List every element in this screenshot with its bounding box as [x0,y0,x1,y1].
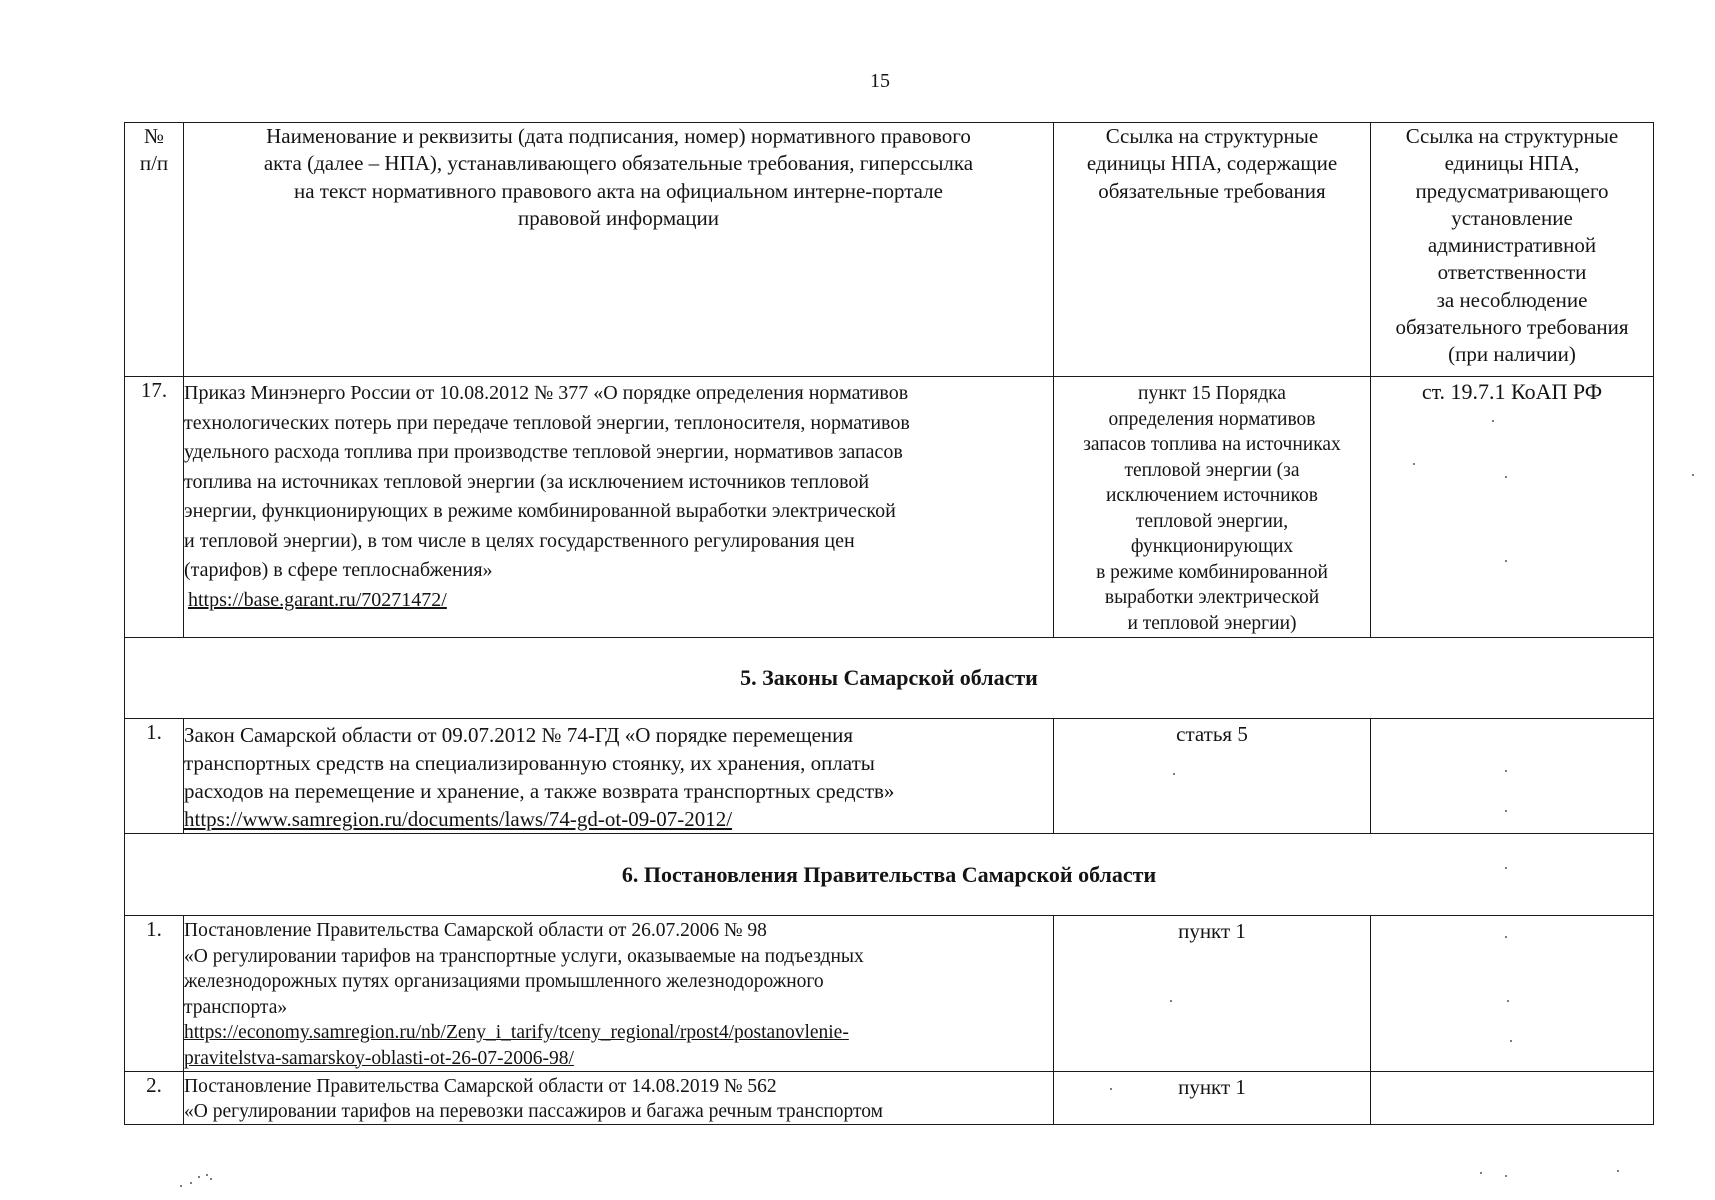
liability-cell [1371,719,1654,834]
npa-text-line: «О регулировании тарифов на перевозки пассажиров и багажа речным транспортом [184,1101,884,1122]
scan-speck [1170,1000,1172,1002]
table-row [125,377,1654,638]
scan-speck [1413,463,1415,465]
scan-speck [1480,1172,1482,1174]
structural-units-cell: пункт 1 [1054,916,1371,1072]
row-number: 1. [125,916,184,1072]
scan-speck [1505,770,1507,772]
header-liability-column [1371,123,1654,377]
npa-hyperlink[interactable]: https://www.samregion.ru/documents/laws/74-gd-ot-09-07-2012/ [184,807,733,831]
scan-speck [1505,867,1507,869]
structural-units-cell: пункт 1 [1054,1072,1371,1125]
table-row [125,719,1654,834]
scan-speck [210,1178,212,1180]
reference-text-line: исключением источников [1105,485,1319,506]
header-text-line: Ссылка на структурные [1105,124,1319,148]
npa-name-cell [184,377,1054,638]
npa-text-line: железнодорожных путях организациями промышленного железнодорожного [184,971,824,992]
npa-text-line: технологических потерь при передаче тепловой энергии, теплоносителя, нормативов [184,411,910,434]
npa-text-line: Постановление Правительства Самарской области от 26.07.2006 № 98 [184,920,767,941]
npa-text-line: транспортных средств на специализированную стоянку, их хранения, оплаты [184,751,875,775]
table-row [125,916,1654,1072]
header-text-line: акта (далее – НПА), устанавливающего обязательные требования, гиперссылка [263,151,974,176]
section-heading-row [125,638,1654,719]
page-number: 15 [870,70,890,92]
header-text-line: предусматривающего [1415,178,1609,203]
scan-speck [1110,1088,1112,1090]
npa-text-line: расходов на перемещение и хранение, а также возврата транспортных средств» [184,779,895,803]
section-title: 6. Постановления Правительства Самарской области [125,834,1654,916]
section-heading-row [125,834,1654,916]
header-structural-units-column [1054,123,1371,377]
header-npa-name-column [184,123,1054,377]
header-text-line: Наименование и реквизиты (дата подписания, номер) нормативного правового [266,124,971,148]
header-number-column [125,123,184,377]
npa-text-line: удельного расхода топлива при производстве тепловой энергии, нормативов запасов [184,441,903,463]
header-text-line: за несоблюдение [1436,287,1588,312]
scan-speck [198,1176,200,1178]
header-text-line: Ссылка на структурные [1405,124,1619,148]
npa-text-line: Постановление Правительства Самарской области от 14.08.2019 № 562 [184,1076,777,1097]
row-number: 17. [125,377,184,638]
reference-text-line: в режиме комбинированной [1096,561,1328,583]
reference-text-line: функционирующих [1130,536,1294,557]
scan-speck [190,1182,192,1184]
row-number: 1. [125,719,184,834]
reference-text-line: запасов топлива на источниках [1083,434,1341,455]
header-text-line: (при наличии) [1448,342,1576,367]
table-row [125,1072,1654,1125]
header-text-line: п/п [139,151,169,176]
header-text-line: административной [1427,233,1597,258]
liability-cell: ст. 19.7.1 КоАП РФ [1371,377,1654,638]
reference-text-line: определения нормативов [1108,408,1316,430]
header-text-line: обязательного требования [1395,315,1629,340]
scan-speck [206,1174,208,1176]
scan-speck [1505,810,1507,812]
reference-text-line: тепловой энергии, [1135,510,1289,532]
npa-text-line: топлива на источниках тепловой энергии (за исключением источников тепловой [184,470,870,493]
header-text-line: ответственности [1437,260,1587,285]
header-text-line: установление [1451,205,1573,230]
reference-text-line: и тепловой энергии) [1127,612,1297,634]
scan-speck [1173,773,1175,775]
npa-hyperlink[interactable]: pravitelstva-samarskoy-oblasti-ot-26-07-2006-98/ [184,1047,574,1069]
npa-name-cell [184,1072,1054,1125]
npa-name-cell [184,916,1054,1072]
liability-cell [1371,1072,1654,1125]
npa-text-line: Приказ Минэнерго России от 10.08.2012 № 377 «О порядке определения нормативов [184,382,909,404]
requirements-table [124,122,1654,1125]
npa-hyperlink[interactable]: https://economy.samregion.ru/nb/Zeny_i_tarify/tceny_regional/rpost4/postanovlenie- [184,1022,849,1043]
scan-speck [1507,1000,1509,1002]
scan-speck [1505,476,1507,478]
npa-text-line: (тарифов) в сфере теплоснабжения» [184,559,493,581]
scan-speck [1505,560,1507,562]
npa-hyperlink[interactable]: https://base.garant.ru/70271472/ [188,588,447,611]
section-title: 5. Законы Самарской области [125,638,1654,719]
structural-units-cell: статья 5 [1054,719,1371,834]
scan-speck [1510,1040,1512,1042]
scan-speck [1617,1170,1619,1172]
header-text-line: единицы НПА, содержащие [1086,151,1338,176]
scan-speck [1505,936,1507,938]
scan-speck [1692,474,1694,476]
header-text-line: обязательные требования [1098,178,1326,203]
npa-text-line: «О регулировании тарифов на транспортные услуги, оказываемые на подъездных [184,945,864,967]
row-number: 2. [125,1072,184,1125]
scan-speck [1492,420,1494,422]
reference-text-line: выработки электрической [1104,587,1320,608]
table-header-row [125,123,1654,377]
npa-text-line: Закон Самарской области от 09.07.2012 № 74-ГД «О порядке перемещения [184,723,854,747]
structural-units-cell [1054,377,1371,638]
reference-text-line: пункт 15 Порядка [1138,383,1286,404]
npa-text-line: энергии, функционирующих в режиме комбинированной выработки электрической [184,500,896,522]
header-text-line: № [143,124,165,148]
npa-text-line: и тепловой энергии), в том числе в целях государственного регулирования цен [184,529,855,552]
header-text-line: правовой информации [517,205,720,230]
scan-speck [1505,1175,1507,1177]
header-text-line: на текст нормативного правового акта на официальном интерне-портале [294,178,943,203]
scan-speck [180,1185,182,1187]
header-text-line: единицы НПА, [1444,151,1580,176]
liability-cell [1371,916,1654,1072]
reference-text-line: тепловой энергии (за [1124,459,1300,481]
npa-text-line: транспорта» [184,996,288,1018]
npa-name-cell [184,719,1054,834]
